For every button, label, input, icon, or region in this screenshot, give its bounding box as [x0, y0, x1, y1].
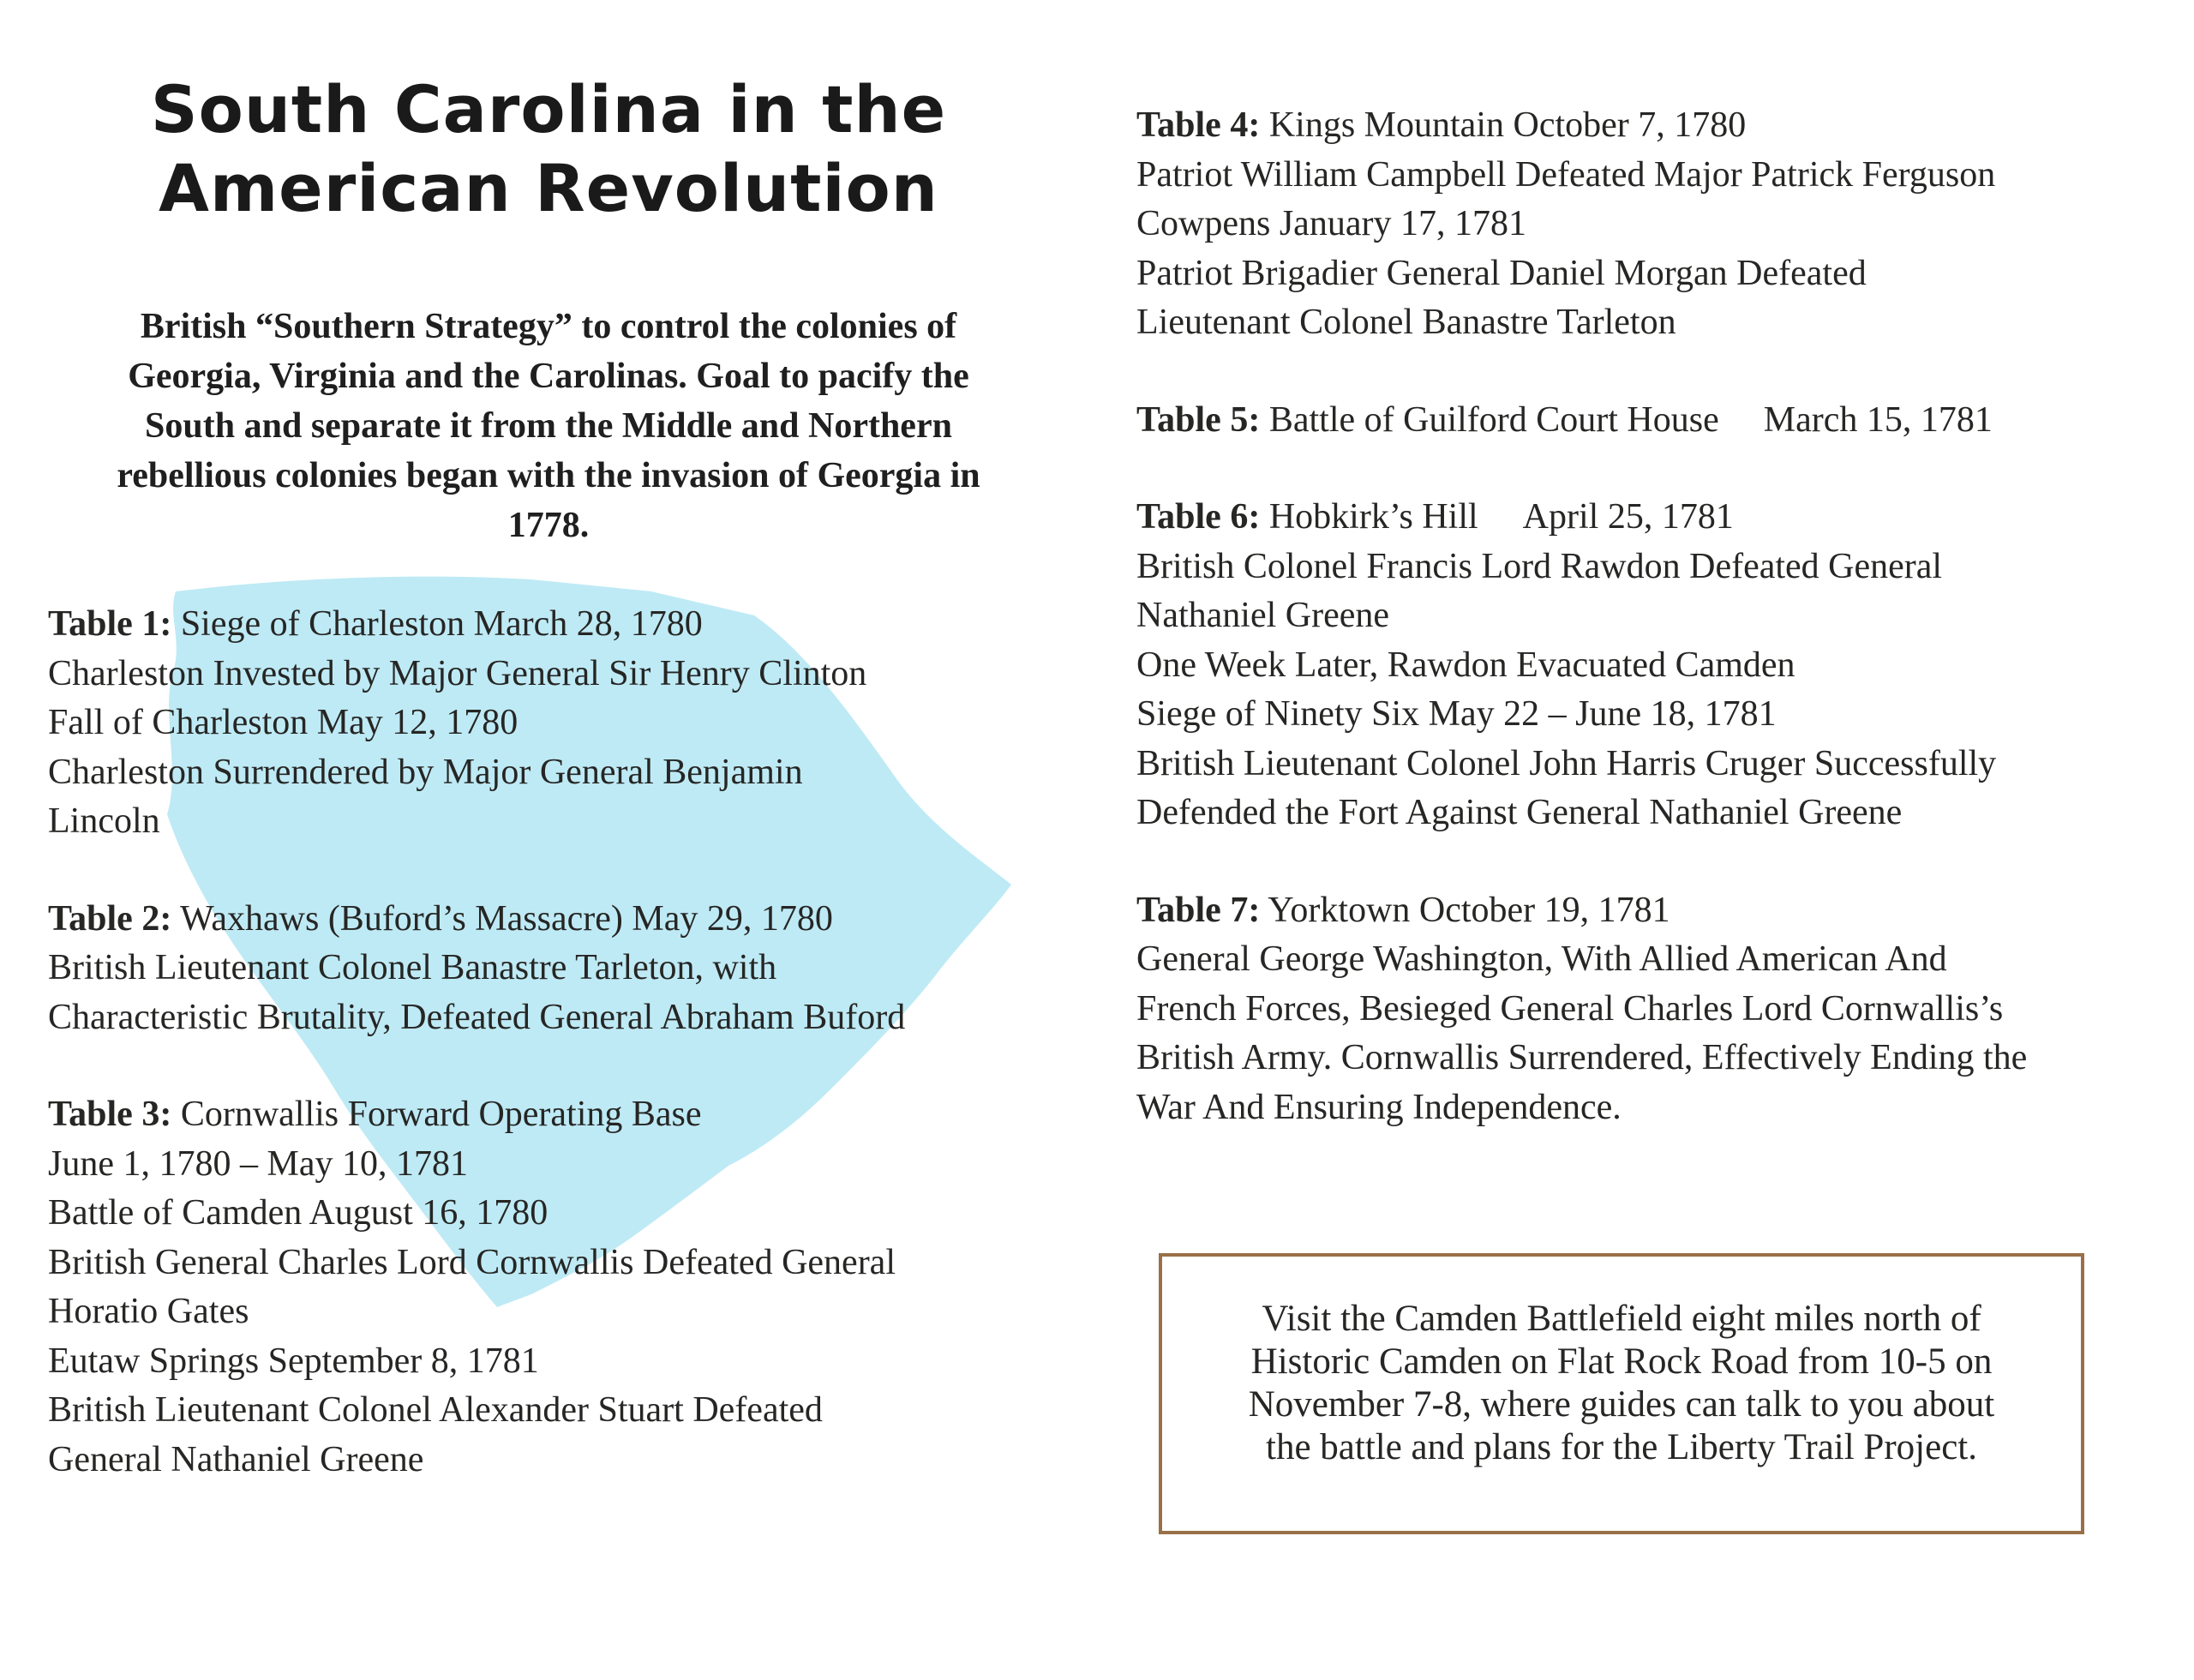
table-3-line: British Lieutenant Colonel Alexander Stuart Defeated [48, 1390, 823, 1430]
table-6-line: British Colonel Francis Lord Rawdon Defeated General [1136, 546, 1943, 586]
table-4-label: Table 4: [1136, 105, 1261, 145]
table-3-label: Table 3: [48, 1095, 172, 1134]
table-4-title: Kings Mountain October 7, 1780 [1268, 105, 1747, 145]
table-6-label: Table 6: [1136, 497, 1261, 537]
table-6-date: April 25, 1781 [1522, 497, 1734, 537]
intro-line: Georgia, Virginia and the Carolinas. Goal to pacify the [128, 357, 969, 396]
intro-line: 1778. [507, 506, 590, 545]
table-7-title: Yorktown October 19, 1781 [1268, 890, 1670, 930]
table-3-entry [48, 1090, 1059, 1485]
table-6-title: Hobkirk’s Hill [1268, 497, 1478, 537]
table-4-line: Cowpens January 17, 1781 [1136, 204, 1526, 243]
table-5-date: March 15, 1781 [1763, 399, 1993, 440]
intro-line: rebellious colonies began with the invasion of Georgia in [117, 456, 980, 495]
table-6-line: Defended the Fort Against General Nathaniel Greene [1136, 793, 1903, 832]
table-7-line: War And Ensuring Independence. [1136, 1087, 1622, 1127]
page-title [77, 70, 1020, 228]
table-7-line: French Forces, Besieged General Charles Lord Cornwallis’s [1136, 988, 2004, 1029]
table-5-entry [1136, 396, 2148, 446]
table-3-line: June 1, 1780 – May 10, 1781 [48, 1143, 468, 1184]
intro-paragraph [69, 302, 1028, 550]
table-1-title: Siege of Charleston [180, 604, 465, 644]
table-5-heading [1136, 396, 2148, 446]
table-1-label: Table 1: [48, 604, 172, 644]
table-2-line: British Lieutenant Colonel Banastre Tarleton, with [48, 948, 777, 987]
table-3-heading [48, 1090, 1059, 1140]
table-6-line: Siege of Ninety Six May 22 – June 18, 1781 [1136, 694, 1777, 734]
table-2-line: Characteristic Brutality, Defeated General Abraham Buford [48, 997, 906, 1037]
table-3-line: British General Charles Lord Cornwallis Defeated General [48, 1242, 896, 1282]
intro-line: South and separate it from the Middle and Northern [145, 406, 952, 446]
table-4-line: Patriot William Campbell Defeated Major Patrick Ferguson [1136, 154, 1996, 195]
table-6-line: British Lieutenant Colonel John Harris Cruger Successfully [1136, 743, 1997, 783]
table-2-label: Table 2: [48, 898, 172, 939]
table-4-line: Lieutenant Colonel Banastre Tarleton [1136, 303, 1676, 342]
visit-line: Visit the Camden Battlefield eight miles north of [1262, 1299, 1981, 1339]
table-7-heading [1136, 886, 2148, 936]
table-5-label: Table 5: [1136, 399, 1261, 440]
page-title-line-2: American Revolution [159, 150, 938, 226]
table-7-line: General George Washington, With Allied American And [1136, 939, 1947, 979]
table-6-line: One Week Later, Rawdon Evacuated Camden [1136, 645, 1795, 685]
table-1-line: Charleston Surrendered by Major General Benjamin [48, 752, 803, 792]
table-1-heading [48, 600, 1059, 650]
table-3-line: General Nathaniel Greene [48, 1439, 424, 1479]
table-2-heading [48, 895, 1059, 945]
table-7-entry [1136, 886, 2148, 1133]
table-1-line: Charleston Invested by Major General Sir Henry Clinton [48, 653, 867, 693]
table-3-line: Battle of Camden August 16, 1780 [48, 1193, 548, 1233]
visit-line: Historic Camden on Flat Rock Road from 10-5 on [1250, 1341, 1993, 1382]
left-column [48, 600, 1059, 1485]
table-3-line: Eutaw Springs September 8, 1781 [48, 1341, 539, 1381]
table-7-label: Table 7: [1136, 890, 1261, 930]
visit-line: November 7-8, where guides can talk to you about [1248, 1384, 1995, 1425]
table-2-entry [48, 895, 1059, 1043]
right-column [1136, 101, 2148, 1132]
table-3-title: Cornwallis Forward Operating Base [180, 1095, 702, 1134]
table-1-entry [48, 600, 1059, 847]
table-4-entry [1136, 101, 2148, 348]
table-1-date: March 28, 1780 [473, 604, 703, 644]
table-1-line: Lincoln [48, 801, 160, 841]
table-6-entry [1136, 493, 2148, 838]
page-title-line-1: South Carolina in the [150, 71, 947, 147]
visit-line: the battle and plans for the Liberty Trail Project. [1266, 1427, 1977, 1467]
table-3-line: Horatio Gates [48, 1292, 249, 1331]
table-4-line: Patriot Brigadier General Daniel Morgan Defeated [1136, 253, 1867, 293]
table-5-title: Battle of Guilford Court House [1268, 399, 1719, 440]
table-4-heading [1136, 101, 2148, 151]
table-6-line: Nathaniel Greene [1136, 596, 1390, 635]
table-7-line: British Army. Cornwallis Surrendered, Effectively Ending the [1136, 1038, 2028, 1077]
table-6-heading [1136, 493, 2148, 543]
visit-info-box [1159, 1253, 2084, 1534]
table-2-title: Waxhaws (Buford’s Massacre) May 29, 1780 [180, 898, 833, 939]
intro-line: British “Southern Strategy” to control the colonies of [140, 307, 957, 346]
table-1-line: Fall of Charleston May 12, 1780 [48, 703, 519, 742]
